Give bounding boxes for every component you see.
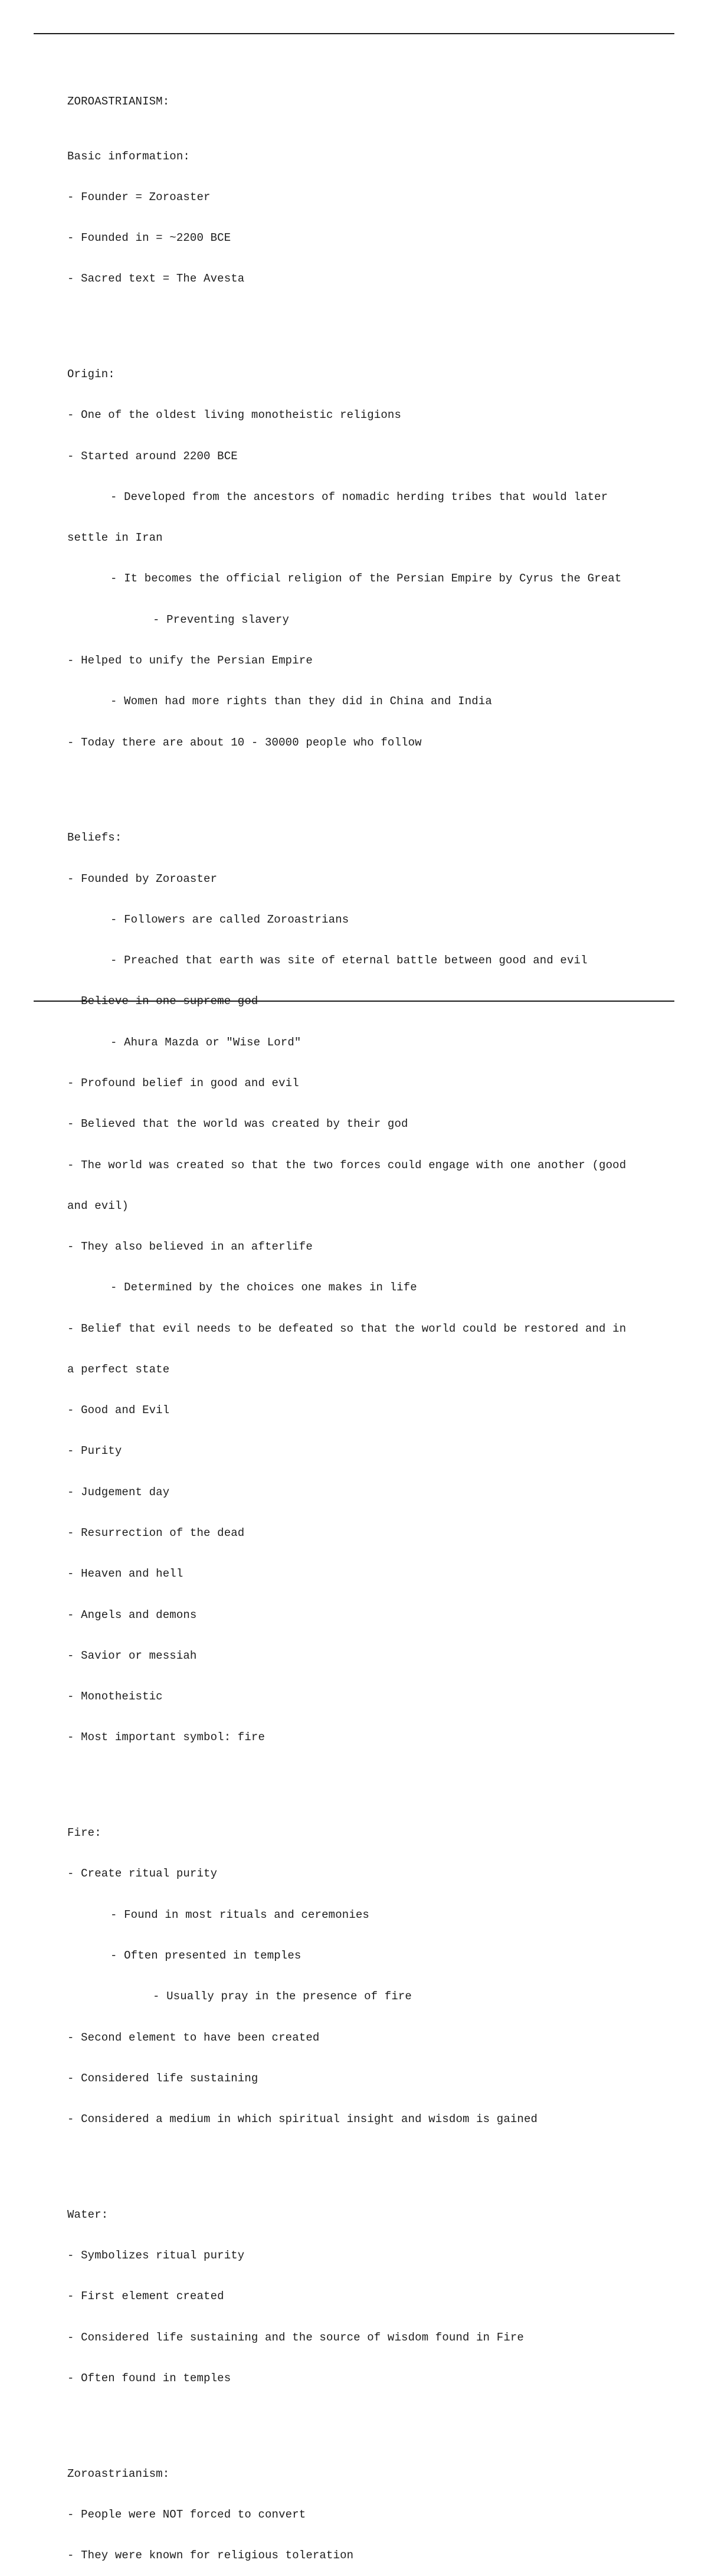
summary-heading: Zoroastrianism: bbox=[67, 2467, 170, 2480]
origin-line: - Started around 2200 BCE bbox=[67, 449, 238, 463]
top-rule bbox=[34, 33, 674, 34]
basic-item: - Founded in = ~2200 BCE bbox=[67, 231, 231, 245]
beliefs-line: - Judgement day bbox=[67, 1485, 170, 1499]
document-title: ZOROASTRIANISM: bbox=[67, 95, 170, 109]
summary-line: - They were known for religious toleration bbox=[67, 2549, 354, 2562]
origin-line: - Helped to unify the Persian Empire bbox=[67, 654, 313, 668]
water-line: - Often found in temples bbox=[67, 2371, 231, 2385]
fire-line: - Often presented in temples bbox=[110, 1949, 301, 1962]
summary-line: - People were NOT forced to convert bbox=[67, 2508, 306, 2521]
origin-heading: Origin: bbox=[67, 368, 115, 381]
fire-line: - Create ritual purity bbox=[67, 1867, 218, 1881]
fire-line: - Found in most rituals and ceremonies bbox=[110, 1908, 369, 1921]
beliefs-line: - Purity bbox=[67, 1444, 122, 1458]
fire-line: - Considered life sustaining bbox=[67, 2071, 258, 2085]
water-heading: Water: bbox=[67, 2208, 109, 2221]
beliefs-line: - Most important symbol: fire bbox=[67, 1731, 266, 1744]
basic-item: - Founder = Zoroaster bbox=[67, 190, 211, 204]
beliefs-line: - Heaven and hell bbox=[67, 1567, 183, 1581]
beliefs-line: - Followers are called Zoroastrians bbox=[110, 913, 349, 926]
origin-line: - Developed from the ancestors of nomadic herding tribes that would later bbox=[110, 490, 608, 504]
beliefs-line: - Preached that earth was site of eternal battle between good and evil bbox=[110, 954, 588, 967]
beliefs-heading: Beliefs: bbox=[67, 831, 122, 845]
basic-heading: Basic information: bbox=[67, 149, 190, 163]
spacer bbox=[67, 2412, 657, 2426]
fire-line: - Second element to have been created bbox=[67, 2031, 320, 2044]
beliefs-line: - Angels and demons bbox=[67, 1608, 197, 1622]
beliefs-line: - Savior or messiah bbox=[67, 1649, 197, 1662]
beliefs-line: - Belief that evil needs to be defeated so that the world could be restored and in bbox=[67, 1322, 627, 1335]
beliefs-line: - The world was created so that the two forces could engage with one another (good bbox=[67, 1158, 627, 1172]
spacer bbox=[67, 2153, 657, 2167]
beliefs-line: - Profound belief in good and evil bbox=[67, 1076, 299, 1090]
beliefs-line: - They also believed in an afterlife bbox=[67, 1240, 313, 1254]
origin-line: - Today there are about 10 - 30000 people who follow bbox=[67, 735, 422, 749]
beliefs-line: a perfect state bbox=[67, 1362, 170, 1376]
origin-line: settle in Iran bbox=[67, 531, 163, 545]
fire-line: - Considered a medium in which spiritual insight and wisdom is gained bbox=[67, 2113, 538, 2126]
beliefs-line: - Ahura Mazda or "Wise Lord" bbox=[110, 1035, 301, 1049]
water-line: - Considered life sustaining and the source of wisdom found in Fire bbox=[67, 2330, 524, 2344]
spacer bbox=[67, 777, 657, 790]
fire-line: - Usually pray in the presence of fire bbox=[153, 1990, 412, 2003]
water-line: - First element created bbox=[67, 2290, 224, 2303]
document-body bbox=[67, 68, 657, 2576]
origin-line: - Preventing slavery bbox=[153, 613, 290, 626]
beliefs-line: - Determined by the choices one makes in life bbox=[110, 1281, 417, 1294]
beliefs-line: - Believe in one supreme god bbox=[67, 995, 258, 1008]
water-line: - Symbolizes ritual purity bbox=[67, 2249, 245, 2262]
beliefs-line: - Monotheistic bbox=[67, 1690, 163, 1704]
bottom-rule bbox=[34, 1001, 674, 1002]
basic-item: - Sacred text = The Avesta bbox=[67, 272, 245, 286]
beliefs-line: - Founded by Zoroaster bbox=[67, 872, 218, 885]
beliefs-line: and evil) bbox=[67, 1199, 129, 1212]
beliefs-line: - Good and Evil bbox=[67, 1404, 170, 1417]
origin-line: - It becomes the official religion of the Persian Empire by Cyrus the Great bbox=[110, 572, 622, 586]
fire-heading: Fire: bbox=[67, 1826, 101, 1840]
spacer bbox=[67, 313, 657, 327]
spacer bbox=[67, 1772, 657, 1786]
beliefs-line: - Resurrection of the dead bbox=[67, 1526, 245, 1540]
origin-line: - One of the oldest living monotheistic religions bbox=[67, 408, 402, 422]
origin-line: - Women had more rights than they did in China and India bbox=[110, 695, 492, 708]
beliefs-line: - Believed that the world was created by their god bbox=[67, 1117, 408, 1131]
